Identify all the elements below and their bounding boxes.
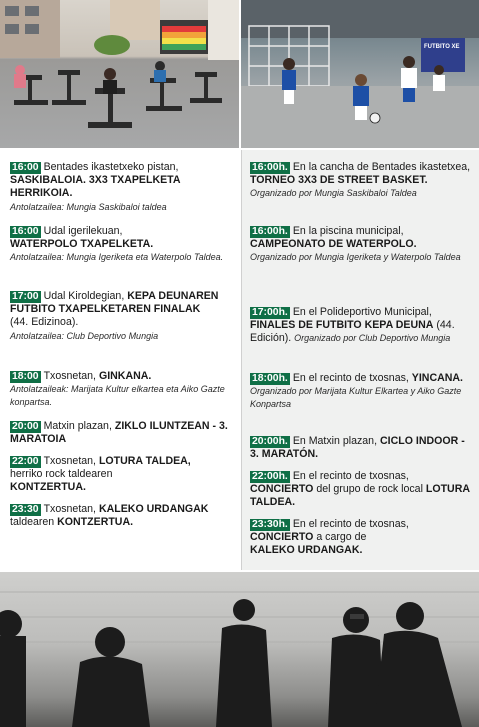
schedule-column-basque bbox=[0, 150, 240, 570]
event-time: 20:00h. bbox=[252, 436, 288, 447]
event-title-2: KONTZERTUA. bbox=[57, 516, 134, 529]
event-title: KALEKO URDANGAK bbox=[98, 503, 209, 515]
event-title: KEPA DEUNAREN FUTBITO TXAPELKETAREN FINALAK bbox=[10, 290, 219, 316]
event-title-2: KONTZERTUA. bbox=[10, 481, 86, 494]
event-title-2: KALEKO URDANGAK. bbox=[250, 544, 363, 557]
event-title: CONCIERTO bbox=[250, 483, 314, 496]
event-spanish-1 bbox=[250, 161, 476, 201]
event-edition: (44. Edición). bbox=[250, 319, 455, 345]
event-spanish-3 bbox=[250, 306, 476, 346]
event-time: 18:00h. bbox=[252, 373, 288, 384]
event-time: 16:00 bbox=[12, 226, 39, 237]
event-title: GINKANA. bbox=[98, 370, 152, 382]
photo-band-kaleko-urdangak bbox=[0, 572, 479, 727]
event-organizer: Antolatzailea: Mungia Igeriketa eta Waterpolo Taldea. bbox=[10, 252, 224, 263]
event-location: En el recinto de txosnas, bbox=[292, 518, 409, 530]
event-title: TORNEO 3X3 DE STREET BASKET. bbox=[250, 174, 428, 187]
event-basque-2 bbox=[10, 225, 236, 265]
event-basque-3 bbox=[10, 290, 236, 343]
event-time: 23:30h. bbox=[252, 519, 288, 530]
event-basque-7 bbox=[10, 503, 236, 529]
event-spanish-7 bbox=[250, 518, 476, 558]
event-organizer: Organizado por Club Deportivo Mungia bbox=[294, 333, 451, 344]
event-title: LOTURA TALDEA, bbox=[98, 455, 191, 467]
event-time: 16:00h. bbox=[252, 226, 288, 237]
futbito-banner-text: FUTBITO XE bbox=[424, 44, 460, 50]
event-detail: a cargo de bbox=[316, 531, 367, 544]
event-time: 17:00 bbox=[12, 291, 39, 302]
event-detail: del grupo de rock local bbox=[316, 483, 423, 496]
event-spanish-6 bbox=[250, 470, 476, 510]
event-spanish-5 bbox=[250, 435, 476, 461]
event-time: 18:00 bbox=[12, 371, 39, 382]
event-organizer: Antolatzaileak: Marijata Kultur elkartea eta Aiko Gazte konpartsa. bbox=[10, 384, 225, 408]
event-title: SASKIBALOIA. 3X3 TXAPELKETA HERRIKOIA. bbox=[10, 174, 181, 200]
event-time: 23:30 bbox=[12, 504, 39, 515]
event-detail: taldearen bbox=[10, 516, 55, 529]
event-title-2: LOTURA TALDEA. bbox=[250, 483, 470, 509]
event-location: Bentades ikastetxeko pistan, bbox=[43, 161, 179, 173]
event-location: Matxin plazan, bbox=[43, 420, 112, 432]
event-location: Txosnetan, bbox=[43, 370, 96, 382]
photo-futbito-kids bbox=[241, 0, 479, 148]
event-edition: (44. Edizinoa). bbox=[10, 316, 79, 329]
event-title: YINCANA. bbox=[411, 372, 463, 384]
event-time: 17:00h. bbox=[252, 307, 288, 318]
event-organizer: Antolatzailea: Mungia Saskibaloi taldea bbox=[10, 201, 167, 212]
event-location: En la piscina municipal, bbox=[292, 225, 404, 237]
event-location: En el recinto de txosnas, bbox=[292, 470, 409, 482]
event-basque-4 bbox=[10, 370, 236, 410]
event-location: Udal Kiroldegian, bbox=[43, 290, 125, 302]
event-location: En la cancha de Bentades ikastetxea, bbox=[292, 161, 471, 173]
event-time: 16:00h. bbox=[252, 162, 288, 173]
event-time: 20:00 bbox=[12, 421, 39, 432]
event-organizer: Organizado por Mungia Saskibaloi Taldea bbox=[250, 188, 417, 199]
event-spanish-4 bbox=[250, 372, 476, 412]
event-basque-5 bbox=[10, 420, 236, 446]
event-basque-6 bbox=[10, 455, 236, 495]
event-title: ZIKLO ILUNTZEAN - 3. MARATOIA bbox=[10, 420, 228, 446]
photo-spinning-marathon bbox=[0, 0, 239, 148]
event-time: 16:00 bbox=[12, 162, 39, 173]
event-title: WATERPOLO TXAPELKETA. bbox=[10, 238, 154, 251]
photo-futbito-illustration bbox=[241, 0, 479, 148]
event-detail: herriko rock taldearen bbox=[10, 468, 113, 481]
event-title: CICLO INDOOR - 3. MARATÓN. bbox=[250, 435, 465, 461]
schedule-column-spanish bbox=[241, 150, 479, 570]
event-location: Txosnetan, bbox=[43, 503, 96, 515]
event-spanish-2 bbox=[250, 225, 476, 265]
event-time: 22:00h. bbox=[252, 471, 288, 482]
event-location: Txosnetan, bbox=[43, 455, 96, 467]
event-location: En el Polideportivo Municipal, bbox=[292, 306, 432, 318]
event-basque-1 bbox=[10, 161, 236, 214]
event-title: CAMPEONATO DE WATERPOLO. bbox=[250, 238, 417, 251]
event-organizer: Organizado por Marijata Kultur Elkartea y Aiko Gazte Konpartsa bbox=[250, 386, 462, 410]
event-location: En el recinto de txosnas, bbox=[292, 372, 409, 384]
event-location: Udal igerilekuan, bbox=[43, 225, 123, 237]
photo-spinning-illustration bbox=[0, 0, 239, 148]
event-organizer: Organizado por Mungia Igeriketa y Waterpolo Taldea bbox=[250, 252, 461, 263]
event-title: FINALES DE FUTBITO KEPA DEUNA bbox=[250, 319, 434, 332]
event-location: En Matxin plazan, bbox=[292, 435, 378, 447]
photo-band-illustration bbox=[0, 572, 479, 727]
event-organizer: Antolatzailea: Club Deportivo Mungia bbox=[10, 330, 159, 341]
event-time: 22:00 bbox=[12, 456, 39, 467]
event-title: CONCIERTO bbox=[250, 531, 314, 544]
